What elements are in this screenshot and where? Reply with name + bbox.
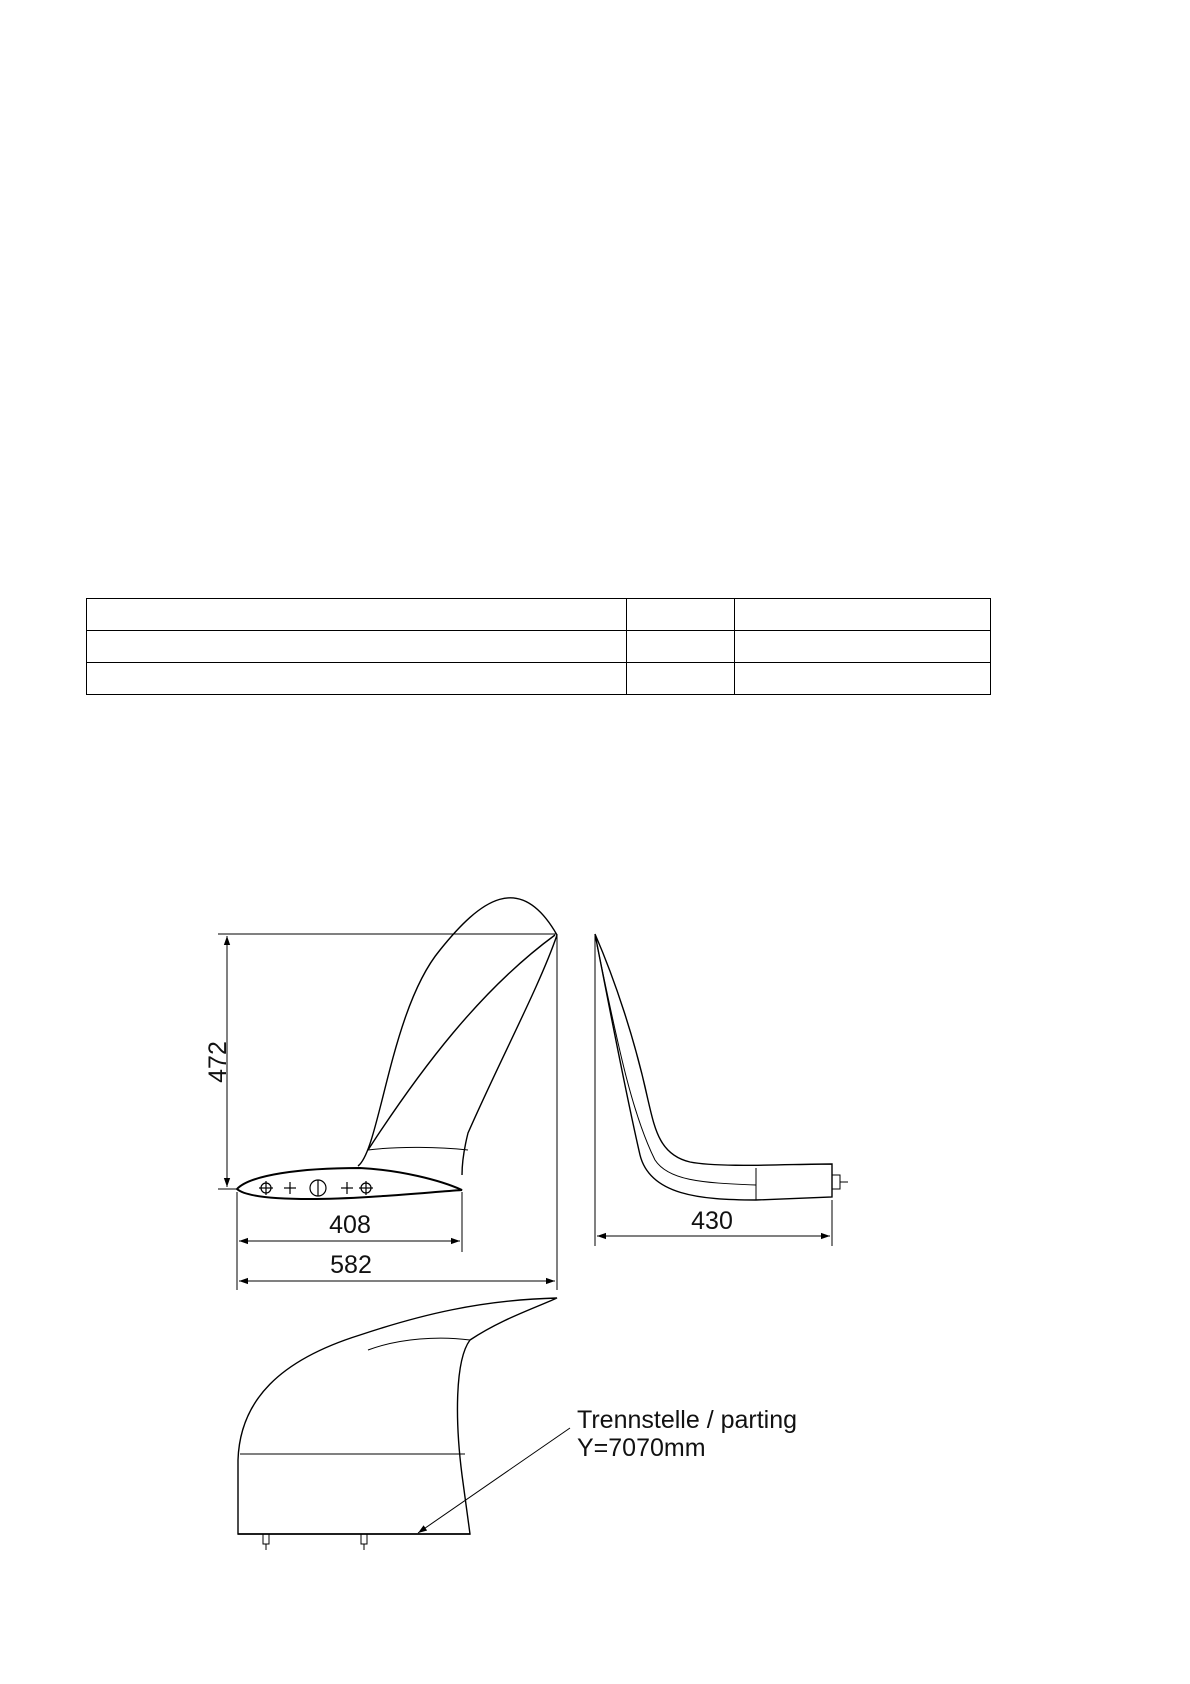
airfoil-profile (237, 1168, 462, 1199)
plan-outline (238, 1298, 557, 1534)
callout-line2: Y=7070mm (577, 1434, 706, 1462)
stud-symbols (263, 1534, 367, 1550)
dim-582-label: 582 (330, 1251, 372, 1279)
dim-472-label: 472 (204, 1041, 232, 1083)
fin-trailing-edge (462, 935, 557, 1175)
fastener-symbols (259, 1180, 373, 1196)
front-view (218, 898, 557, 1290)
dim-408-label: 408 (329, 1211, 371, 1239)
dim-430-label: 430 (691, 1207, 733, 1235)
side-connector (832, 1175, 840, 1189)
fin-outline (358, 898, 557, 1166)
plan-view (238, 1298, 570, 1550)
callout-line1: Trennstelle / parting (577, 1406, 798, 1434)
fin-section-line (368, 1147, 468, 1150)
callout-leader (418, 1428, 570, 1533)
plan-fairing-line (368, 1338, 470, 1350)
side-view (595, 934, 848, 1246)
side-outline-outer (595, 934, 832, 1200)
fin-leading-edge (368, 935, 555, 1150)
